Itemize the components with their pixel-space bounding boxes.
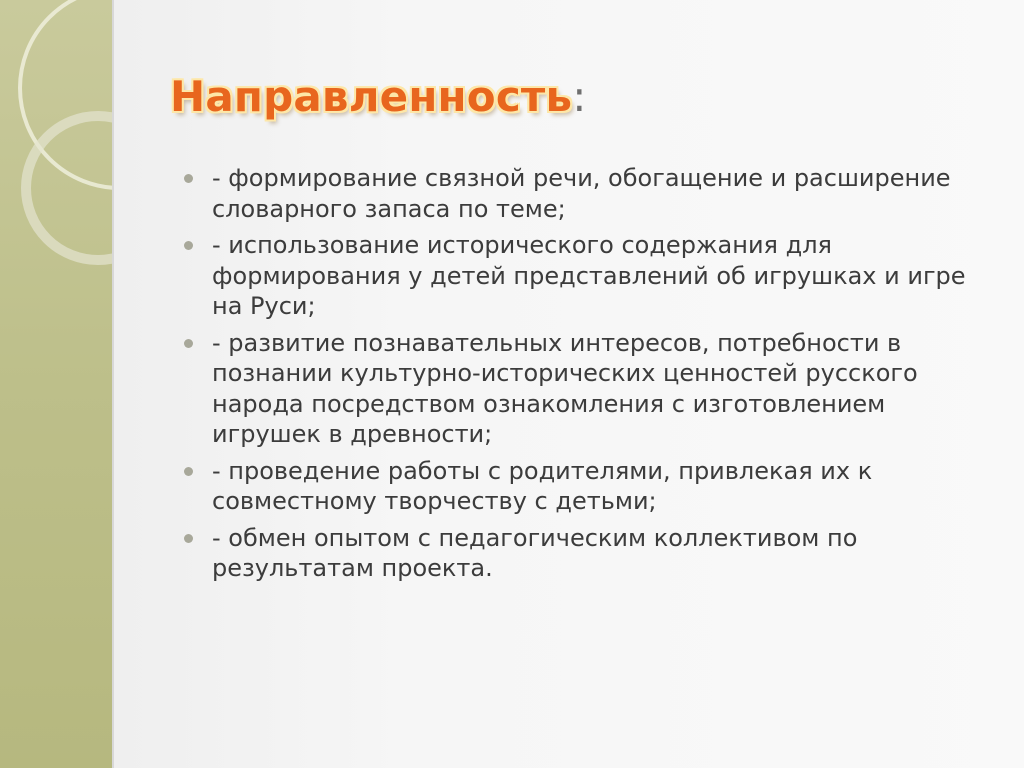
decorative-circles [0, 0, 112, 768]
bullet-dot-icon [184, 339, 193, 348]
medium-ring-shape [26, 116, 112, 260]
bullet-text: - обмен опытом с педагогическим коллективом по результатам проекта. [212, 523, 858, 582]
slide-title-text: Направленность [170, 72, 573, 121]
bullet-text: - формирование связной речи, обогащение и расширение словарного запаса по теме; [212, 164, 951, 223]
bullet-text: - использование исторического содержания для формирования у детей представлений об игрушках и игре на Руси; [212, 231, 966, 320]
bullet-text: - развитие познавательных интересов, потребности в познании культурно-исторических ценностей русского народа посредством ознакомления с изготовлением игрушек в древности; [212, 328, 918, 448]
bullet-dot-icon [184, 534, 193, 543]
bullet-dot-icon [184, 241, 193, 250]
decorative-side-band [0, 0, 112, 768]
bullet-dot-icon [184, 467, 193, 476]
bullet-dot-icon [184, 174, 193, 183]
slide-title-colon: : [572, 72, 587, 121]
bullet-list [184, 163, 984, 590]
side-band-divider [112, 0, 114, 768]
bullet-item [184, 456, 984, 517]
bullet-item [184, 230, 984, 322]
slide-title [170, 72, 587, 121]
bullet-text: - проведение работы с родителями, привлекая их к совместному творчеству с детьми; [212, 456, 873, 515]
bullet-item [184, 328, 984, 450]
bullet-item [184, 163, 984, 224]
bullet-item [184, 523, 984, 584]
